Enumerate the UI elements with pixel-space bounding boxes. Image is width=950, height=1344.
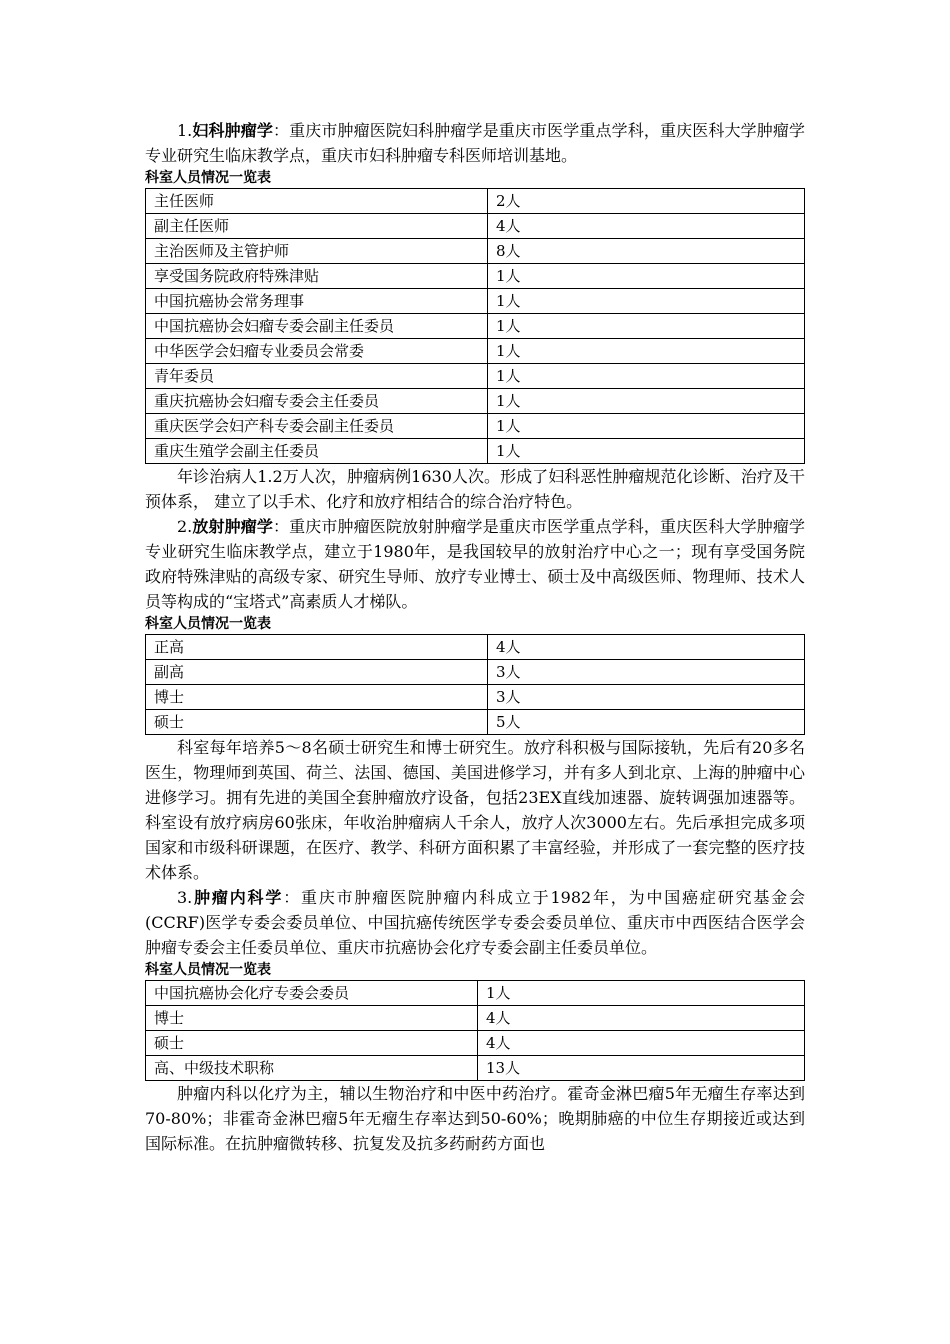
table-row [146, 289, 805, 314]
table-row [146, 1031, 805, 1056]
table-cell-label: 重庆医学会妇产科专委会副主任委员 [146, 414, 488, 439]
section1-number: 1. [177, 121, 193, 140]
table-row [146, 660, 805, 685]
table-cell-label: 高、中级技术职称 [146, 1056, 478, 1081]
table-cell-value: 1人 [488, 389, 805, 414]
table-cell-value: 3人 [488, 685, 805, 710]
table-cell-label: 副高 [146, 660, 488, 685]
table-cell-value: 1人 [488, 264, 805, 289]
table-cell-value: 4人 [488, 635, 805, 660]
section1-summary: 年诊治病人1.2万人次，肿瘤病例1630人次。形成了妇科恶性肿瘤规范化诊断、治疗及干预体系， 建立了以手术、化疗和放疗相结合的综合治疗特色。 [145, 467, 805, 511]
table-cell-label: 中国抗癌协会常务理事 [146, 289, 488, 314]
section2-intro [145, 514, 805, 614]
table-cell-label: 正高 [146, 635, 488, 660]
section2-table-caption: 科室人员情况一览表 [145, 616, 271, 632]
table-cell-value: 1人 [488, 439, 805, 464]
table-row [146, 339, 805, 364]
section2-number: 2. [177, 517, 193, 536]
table-cell-label: 博士 [146, 1006, 478, 1031]
table-row [146, 439, 805, 464]
table-row [146, 214, 805, 239]
table-cell-value: 1人 [488, 364, 805, 389]
table-cell-label: 享受国务院政府特殊津贴 [146, 264, 488, 289]
table-row [146, 414, 805, 439]
table-cell-value: 1人 [478, 981, 805, 1006]
table-row [146, 189, 805, 214]
table-cell-label: 中国抗癌协会妇瘤专委会副主任委员 [146, 314, 488, 339]
section3-summary: 肿瘤内科以化疗为主，辅以生物治疗和中医中药治疗。霍奇金淋巴瘤5年无瘤生存率达到70-80%；非霍奇金淋巴瘤5年无瘤生存率达到50-60%；晚期肺癌的中位生存期接近或达到国际标准。在抗肿瘤微转移、抗复发及抗多药耐药方面也 [145, 1084, 805, 1153]
section1-title: 妇科肿瘤学 [192, 121, 274, 140]
table-cell-label: 主任医师 [146, 189, 488, 214]
section3-table-caption: 科室人员情况一览表 [145, 962, 271, 978]
table-cell-label: 硕士 [146, 1031, 478, 1056]
section1-intro [145, 118, 805, 168]
table-row [146, 685, 805, 710]
section3-title: 肿瘤内科学 [192, 888, 284, 907]
section3-intro-text: ：重庆市肿瘤医院肿瘤内科成立于1982年，为中国癌症研究基金会(CCRF)医学专委会委员单位、中国抗癌传统医学专委会委员单位、重庆市中西医结合医学会肿瘤专委会主任委员单位、重庆市抗癌协会化疗专委会副主任委员单位。 [145, 888, 805, 957]
section2-summary: 科室每年培养5～8名硕士研究生和博士研究生。放疗科积极与国际接轨，先后有20多名医生，物理师到英国、荷兰、法国、德国、美国进修学习，并有多人到北京、上海的肿瘤中心进修学习。拥有先进的美国全套肿瘤放疗设备，包括23EX直线加速器、旋转调强加速器等。科室设有放疗病房60张床，年收治肿瘤病人千余人，放疗人次3000左右。先后承担完成多项国家和市级科研课题，在医疗、教学、科研方面积累了丰富经验，并形成了一套完整的医疗技术体系。 [145, 738, 805, 882]
section1-intro-text: ：重庆市肿瘤医院妇科肿瘤学是重庆市医学重点学科，重庆医科大学肿瘤学专业研究生临床教学点，重庆市妇科肿瘤专科医师培训基地。 [145, 121, 805, 165]
document-page [145, 118, 805, 1156]
table-row [146, 710, 805, 735]
table-cell-label: 副主任医师 [146, 214, 488, 239]
table-cell-value: 4人 [478, 1031, 805, 1056]
table-cell-label: 主治医师及主管护师 [146, 239, 488, 264]
table-row [146, 389, 805, 414]
table-row [146, 1006, 805, 1031]
table-cell-label: 中国抗癌协会化疗专委会委员 [146, 981, 478, 1006]
table-cell-value: 3人 [488, 660, 805, 685]
section3-intro [145, 885, 805, 960]
table-cell-label: 重庆抗癌协会妇瘤专委会主任委员 [146, 389, 488, 414]
table-cell-value: 8人 [488, 239, 805, 264]
section1-staff-table [145, 188, 805, 464]
table-cell-value: 1人 [488, 289, 805, 314]
section3-number: 3. [177, 888, 193, 907]
section2-intro-text: ：重庆市肿瘤医院放射肿瘤学是重庆市医学重点学科，重庆医科大学肿瘤学专业研究生临床教学点，建立于1980年，是我国较早的放射治疗中心之一；现有享受国务院政府特殊津贴的高级专家、研究生导师、放疗专业博士、硕士及中高级医师、物理师、技术人员等构成的“宝塔式”高素质人才梯队。 [145, 517, 805, 611]
table-cell-value: 4人 [488, 214, 805, 239]
section2-title: 放射肿瘤学 [192, 517, 274, 536]
table-cell-label: 博士 [146, 685, 488, 710]
table-row [146, 635, 805, 660]
section2-staff-table [145, 634, 805, 735]
table-row [146, 364, 805, 389]
table-cell-value: 1人 [488, 414, 805, 439]
table-cell-label: 硕士 [146, 710, 488, 735]
section1-table-caption: 科室人员情况一览表 [145, 170, 271, 186]
section3-staff-table [145, 980, 805, 1081]
table-row [146, 239, 805, 264]
table-cell-value: 2人 [488, 189, 805, 214]
table-cell-value: 1人 [488, 314, 805, 339]
table-cell-value: 5人 [488, 710, 805, 735]
table-cell-value: 13人 [478, 1056, 805, 1081]
table-row [146, 1056, 805, 1081]
table-row [146, 264, 805, 289]
table-row [146, 314, 805, 339]
table-cell-value: 1人 [488, 339, 805, 364]
table-cell-label: 青年委员 [146, 364, 488, 389]
table-row [146, 981, 805, 1006]
table-cell-label: 重庆生殖学会副主任委员 [146, 439, 488, 464]
table-cell-value: 4人 [478, 1006, 805, 1031]
table-cell-label: 中华医学会妇瘤专业委员会常委 [146, 339, 488, 364]
